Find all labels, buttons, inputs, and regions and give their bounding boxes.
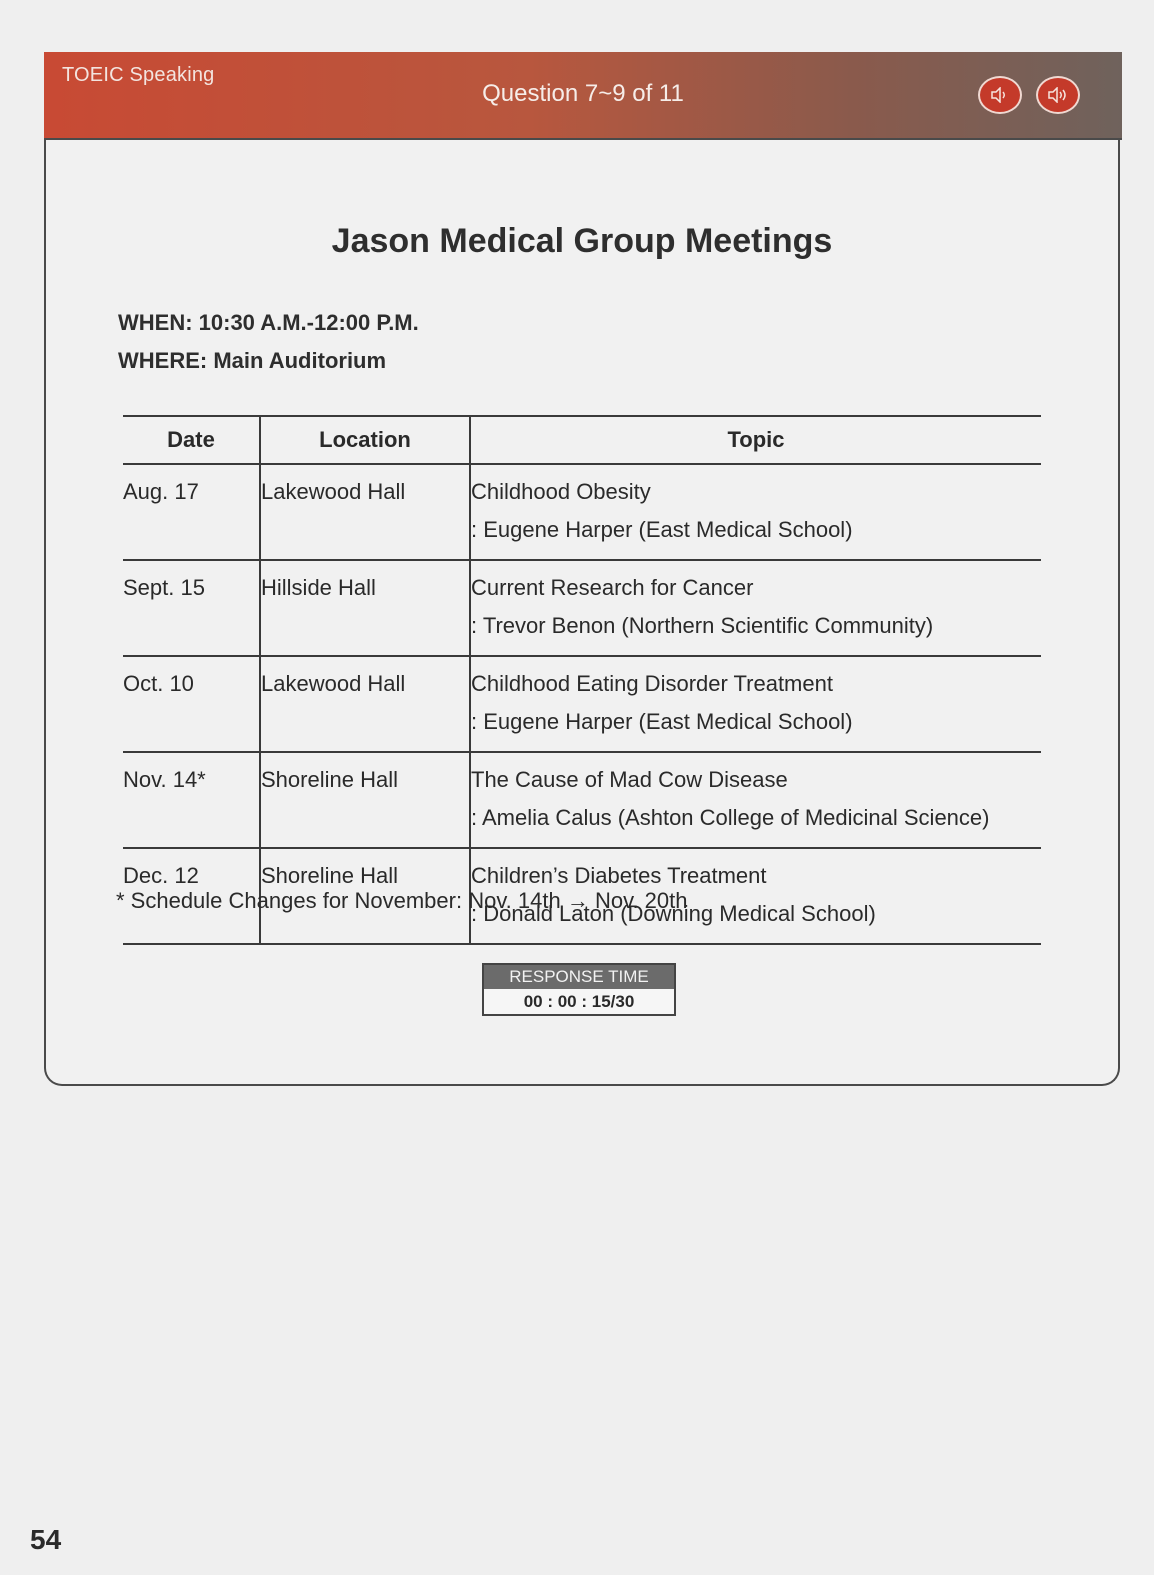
row-topic: Children’s Diabetes Treatment — [471, 863, 767, 888]
document-title: Jason Medical Group Meetings — [331, 222, 833, 260]
table-header-row — [123, 416, 1041, 464]
table-row — [123, 656, 1041, 752]
row-topic-cell — [470, 560, 1041, 656]
row-topic: The Cause of Mad Cow Disease — [471, 767, 788, 792]
row-speaker: : Eugene Harper (East Medical School) — [471, 709, 853, 734]
table-row — [123, 752, 1041, 848]
question-counter: Question 7~9 of 11 — [482, 80, 684, 107]
meeting-time: WHEN: 10:30 A.M.-12:00 P.M. — [118, 310, 419, 335]
row-topic: Childhood Eating Disorder Treatment — [471, 671, 833, 696]
row-topic: Current Research for Cancer — [471, 575, 754, 600]
row-speaker: : Trevor Benon (Northern Scientific Community) — [471, 613, 934, 638]
meeting-place: WHERE: Main Auditorium — [118, 348, 387, 373]
app-title: TOEIC Speaking — [62, 64, 215, 86]
response-timer — [482, 963, 676, 1016]
row-location: Shoreline Hall — [260, 752, 470, 848]
test-header-bar — [44, 52, 1122, 140]
row-date: Nov. 14* — [123, 752, 260, 848]
row-date: Sept. 15 — [123, 560, 260, 656]
column-header-location: Location — [260, 416, 470, 464]
row-location: Lakewood Hall — [260, 464, 470, 560]
row-speaker: : Eugene Harper (East Medical School) — [471, 517, 853, 542]
row-speaker: : Amelia Calus (Ashton College of Medicinal Science) — [471, 805, 990, 830]
column-header-date: Date — [123, 416, 260, 464]
row-topic-cell — [470, 656, 1041, 752]
volume-down-button[interactable] — [978, 76, 1022, 114]
table-row — [123, 464, 1041, 560]
row-topic-cell — [470, 464, 1041, 560]
speaker-high-icon — [1047, 87, 1069, 103]
column-header-topic: Topic — [470, 416, 1041, 464]
schedule-change-note: * Schedule Changes for November: Nov. 14th → Nov. 20th — [116, 888, 688, 913]
row-topic: Childhood Obesity — [471, 479, 651, 504]
row-date: Dec. 12 — [123, 848, 260, 944]
response-time-value: 00 : 00 : 15/30 — [523, 992, 635, 1011]
row-date: Aug. 17 — [123, 464, 260, 560]
row-location: Shoreline Hall — [260, 848, 470, 944]
row-location: Hillside Hall — [260, 560, 470, 656]
volume-up-button[interactable] — [1036, 76, 1080, 114]
row-location: Lakewood Hall — [260, 656, 470, 752]
page-number: 54 — [30, 1524, 62, 1555]
meeting-schedule-table — [123, 415, 1041, 945]
row-speaker: : Donald Laton (Downing Medical School) — [471, 901, 876, 926]
table-row — [123, 560, 1041, 656]
row-date: Oct. 10 — [123, 656, 260, 752]
row-topic-cell — [470, 752, 1041, 848]
speaker-low-icon — [989, 87, 1011, 103]
response-time-label: RESPONSE TIME — [484, 965, 674, 989]
